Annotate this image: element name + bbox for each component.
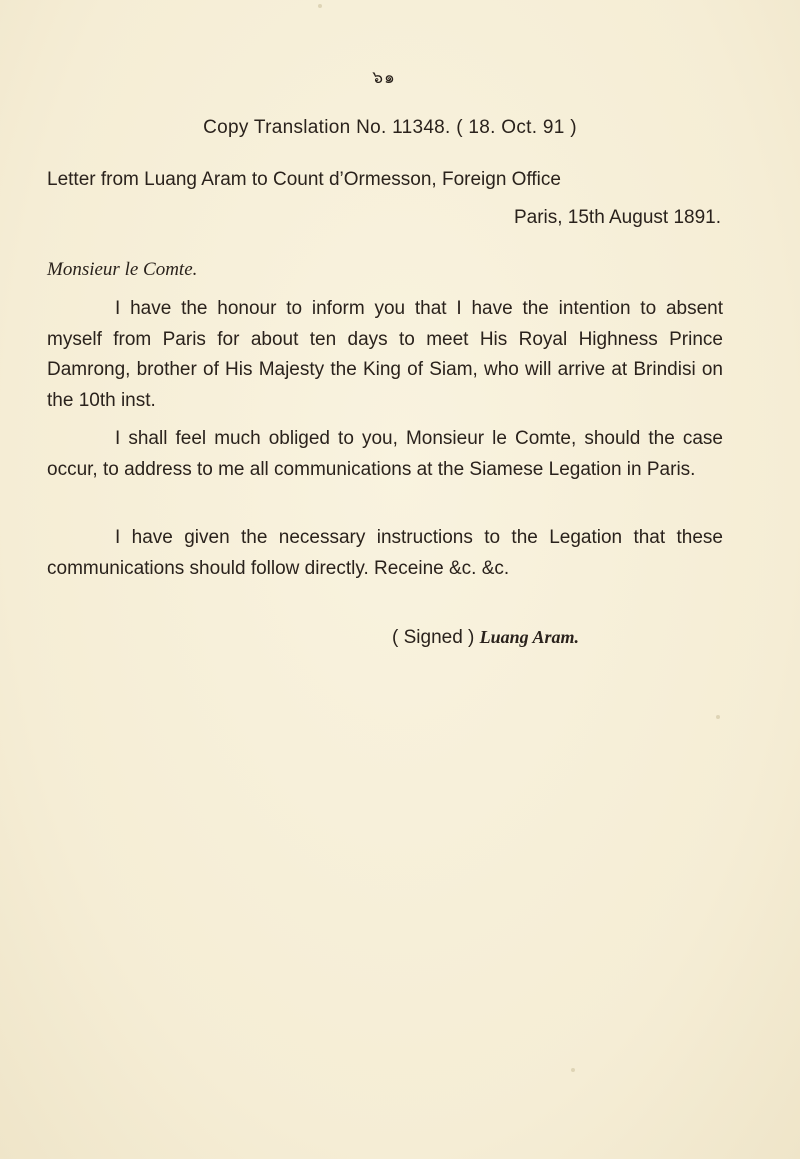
letter-title: Letter from Luang Aram to Count d’Ormesson, Foreign Office xyxy=(47,169,561,190)
signature-prefix: ( Signed ) xyxy=(392,627,475,648)
body-paragraph: I have the honour to inform you that I have the intention to absent myself from Paris for about ten days to meet His Royal Highness Prince Damrong, brother of His Majesty the King of Siam, who will arrive at Brindisi on the 10th inst. xyxy=(47,298,723,411)
paper-speck xyxy=(318,4,322,8)
body-paragraph: I shall feel much obliged to you, Monsieur le Comte, should the case occur, to address to me all communications at the Siamese Legation in Paris. xyxy=(47,428,723,480)
salutation: Monsieur le Comte. xyxy=(47,259,198,280)
dateline: Paris, 15th August 1891. xyxy=(513,207,721,228)
paper-speck xyxy=(716,715,720,719)
body-paragraph: I have given the necessary instructions to the Legation that these communications should follow directly. Receine &c. &c. xyxy=(47,527,723,579)
signature-name: Luang Aram. xyxy=(479,627,580,647)
signature-block xyxy=(392,627,579,649)
paper-speck xyxy=(571,1068,575,1072)
document-heading: Copy Translation No. 11348. ( 18. Oct. 91 ) xyxy=(203,117,577,138)
page-number: ๖๑ xyxy=(372,68,396,88)
